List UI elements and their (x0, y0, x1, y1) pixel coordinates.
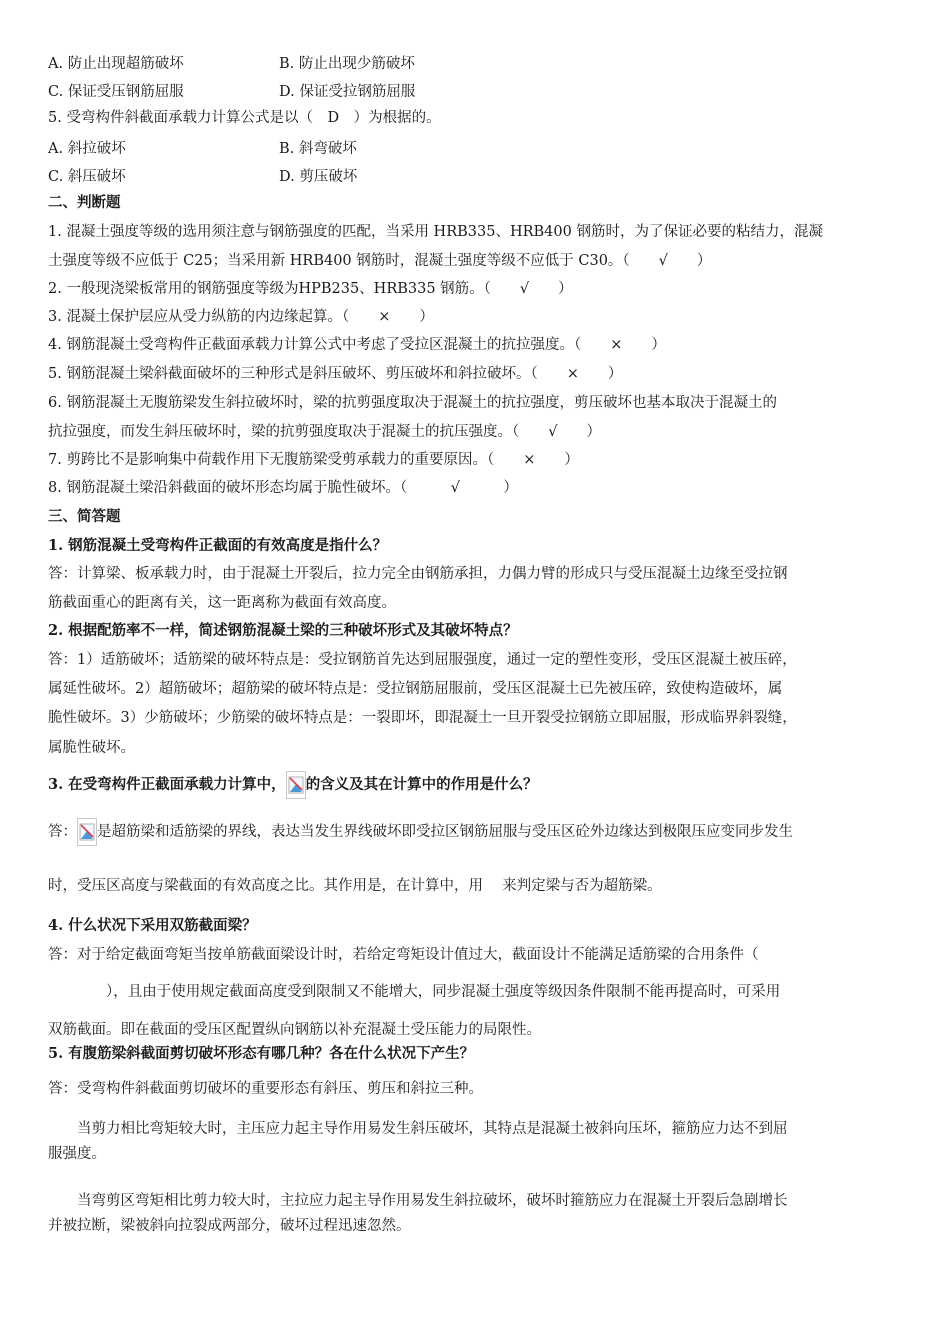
broken-image-icon (77, 818, 97, 846)
answer-5-intro: 答：受弯构件斜截面剪切破坏的重要形态有斜压、剪压和斜拉三种。 (48, 1081, 483, 1097)
q4-option-b: B. 防止出现少筋破坏 (279, 56, 415, 72)
q4-option-a: A. 防止出现超筋破坏 (48, 56, 184, 72)
broken-image-icon (286, 771, 306, 799)
answer-2-line: 脆性破坏。3）少筋破坏；少筋梁的破坏特点是：一裂即坏，即混凝土一旦开裂受拉钢筋立即屈服，形成临界斜裂缝， (48, 710, 797, 726)
short-heading: 三、简答题 (48, 508, 121, 525)
q5-option-a: A. 斜拉破坏 (48, 141, 126, 157)
q4-option-d: D. 保证受拉钢筋屈服 (279, 84, 416, 100)
answer-3-text: 是超筋梁和适筋梁的界线，表达当发生界线破坏即受拉区钢筋屈服与受压区砼外边缘达到极限压应变同步发生 (97, 824, 793, 840)
question-3 (48, 771, 538, 799)
question-5: 5. 有腹筋梁斜截面剪切破坏形态有哪几种？各在什么状况下产生？ (48, 1045, 475, 1062)
q5-stem: 5. 受弯构件斜截面承载力计算公式是以（ D ）为根据的。 (48, 110, 441, 126)
judge-line: 土强度等级不应低于 C25；当采用新 HRB400 钢筋时，混凝土强度等级不应低于 C30。（ √ ） (48, 253, 712, 269)
answer-1-line: 答：计算梁、板承载力时，由于混凝土开裂后，拉力完全由钢筋承担，力偶力臂的形成只与受压混凝土边缘至受拉钢 (48, 566, 788, 582)
question-3-pre: 3. 在受弯构件正截面承载力计算中， (48, 776, 286, 793)
answer-5-p1-line: 当剪力相比弯矩较大时，主压应力起主导作用易发生斜压破坏，其特点是混凝土被斜向压坏，箍筋应力达不到屈 (48, 1121, 788, 1137)
judge-line: 3. 混凝土保护层应从受力纵筋的内边缘起算。（ × ） (48, 309, 434, 325)
question-4: 4. 什么状况下采用双筋截面梁？ (48, 917, 257, 934)
answer-5-p2-line: 并被拉断，梁被斜向拉裂成两部分，破坏过程迅速忽然。 (48, 1218, 411, 1234)
answer-2-line: 属脆性破坏。 (48, 740, 135, 756)
answer-3-prefix: 答： (48, 824, 77, 840)
answer-2-line: 答：1）适筋破坏；适筋梁的破坏特点是：受拉钢筋首先达到屈服强度，通过一定的塑性变形，受压区混凝土被压碎， (48, 652, 797, 668)
q5-option-b: B. 斜弯破坏 (279, 141, 357, 157)
answer-1-line: 筋截面重心的距离有关，这一距离称为截面有效高度。 (48, 595, 396, 611)
judge-line: 2. 一般现浇梁板常用的钢筋强度等级为HPB235、HRB335 钢筋。（ √ ） (48, 281, 573, 297)
answer-5-p2-line: 当弯剪区弯矩相比剪力较大时，主拉应力起主导作用易发生斜拉破坏，破坏时箍筋应力在混凝土开裂后急剧增长 (48, 1193, 788, 1209)
judge-line: 4. 钢筋混凝土受弯构件正截面承载力计算公式中考虑了受拉区混凝土的抗拉强度。（ × ） (48, 337, 666, 353)
judge-line: 6. 钢筋混凝土无腹筋梁发生斜拉破坏时，梁的抗剪强度取决于混凝土的抗拉强度，剪压破坏也基本取决于混凝土的 (48, 395, 777, 411)
q5-option-c: C. 斜压破坏 (48, 169, 126, 185)
q5-option-d: D. 剪压破坏 (279, 169, 358, 185)
answer-5-p1-line: 服强度。 (48, 1146, 106, 1162)
question-2: 2. 根据配筋率不一样，简述钢筋混凝土梁的三种破坏形式及其破坏特点？ (48, 622, 518, 639)
question-3-post: 的含义及其在计算中的作用是什么？ (305, 776, 538, 793)
answer-4-line: 双筋截面。即在截面的受压区配置纵向钢筋以补充混凝土受压能力的局限性。 (48, 1022, 541, 1038)
answer-3-line: 时，受压区高度与梁截面的有效高度之比。其作用是，在计算中，用 来判定梁与否为超筋梁。 (48, 878, 662, 894)
q4-option-c: C. 保证受压钢筋屈服 (48, 84, 184, 100)
answer-3-line (48, 818, 793, 846)
judge-line: 1. 混凝土强度等级的选用须注意与钢筋强度的匹配，当采用 HRB335、HRB400 钢筋时，为了保证必要的粘结力，混凝 (48, 224, 823, 240)
judge-line: 7. 剪跨比不是影响集中荷载作用下无腹筋梁受剪承载力的重要原因。（ × ） (48, 452, 579, 468)
judge-heading: 二、判断题 (48, 194, 121, 211)
judge-line: 8. 钢筋混凝土梁沿斜截面的破坏形态均属于脆性破坏。（ √ ） (48, 480, 518, 496)
judge-line: 抗拉强度，而发生斜压破坏时，梁的抗剪强度取决于混凝土的抗压强度。（ √ ） (48, 424, 601, 440)
question-1: 1. 钢筋混凝土受弯构件正截面的有效高度是指什么？ (48, 537, 388, 554)
answer-4-line: ），且由于使用规定截面高度受到限制又不能增大，同步混凝土强度等级因条件限制不能再提高时，可采用 (48, 984, 781, 1000)
answer-2-line: 属延性破坏。2）超筋破坏；超筋梁的破坏特点是：受拉钢筋屈服前，受压区混凝土已先被压碎，致使构造破坏，属 (48, 681, 783, 697)
judge-line: 5. 钢筋混凝土梁斜截面破坏的三种形式是斜压破坏、剪压破坏和斜拉破坏。（ × ） (48, 366, 623, 382)
answer-4-line: 答：对于给定截面弯矩当按单筋截面梁设计时，若给定弯矩设计值过大，截面设计不能满足适筋梁的合用条件（ (48, 947, 759, 963)
